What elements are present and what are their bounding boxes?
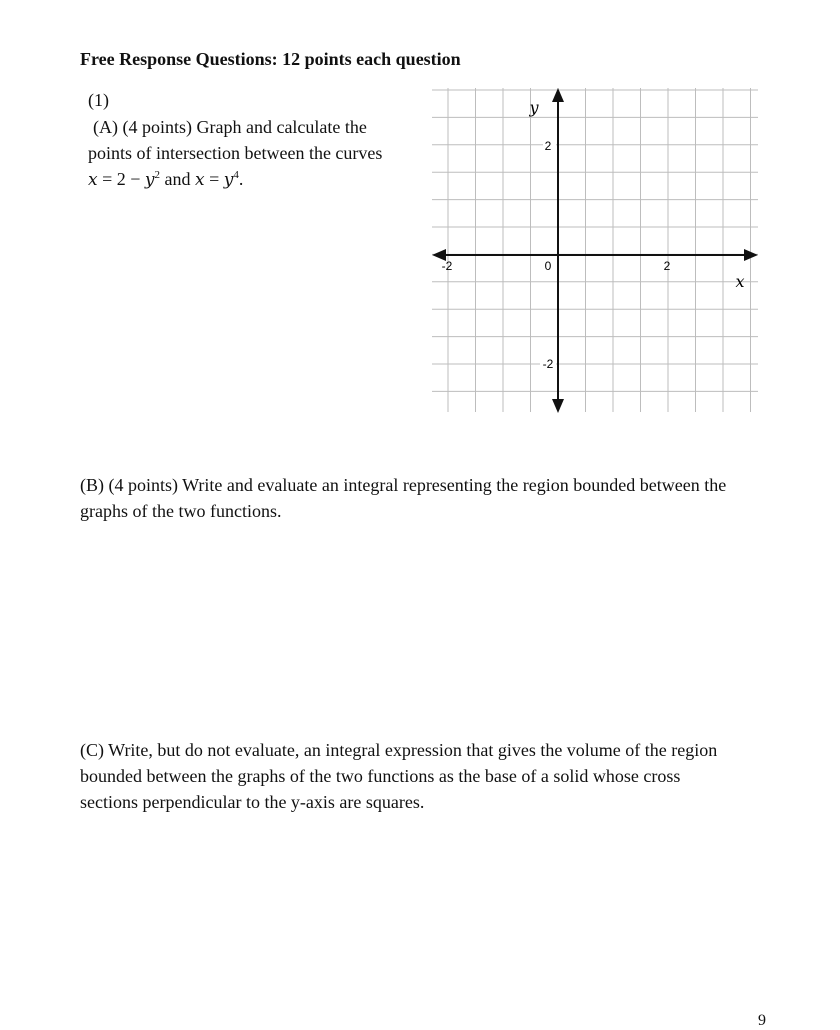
part-b-line-1: (B) (4 points) Write and evaluate an integral representing the region bounded between the: [80, 475, 727, 495]
part-c-text: [80, 737, 717, 815]
part-c-line-1: (C) Write, but do not evaluate, an integral expression that gives the volume of the region: [80, 740, 718, 760]
tick-label-x-pos2: 2: [663, 259, 671, 273]
math-period: .: [238, 169, 244, 189]
tick-label-x-neg2: -2: [441, 259, 453, 273]
math-y: y: [223, 170, 234, 190]
math-x: x: [88, 170, 98, 190]
math-y: y: [144, 170, 155, 190]
part-c-line-3: sections perpendicular to the y-axis are squares.: [80, 792, 425, 812]
part-c-line-2: bounded between the graphs of the two functions as the base of a solid whose cross: [80, 766, 681, 786]
math-eq: =: [204, 169, 224, 189]
math-exp: 4: [233, 169, 239, 181]
x-axis: [432, 249, 758, 261]
math-and: and: [160, 169, 196, 189]
part-b-line-2: graphs of the two functions.: [80, 501, 282, 521]
section-heading: Free Response Questions: 12 points each question: [80, 49, 461, 69]
tick-label-y-pos2: 2: [544, 139, 552, 153]
part-a-line-2: points of intersection between the curves: [88, 143, 383, 163]
question-number: (1): [88, 90, 109, 110]
tick-label-origin: 0: [544, 259, 552, 273]
y-axis-down-arrow: [552, 399, 564, 413]
x-axis-label: x: [735, 272, 745, 291]
page-number: 9: [758, 1012, 766, 1029]
math-exp: 2: [154, 169, 161, 181]
tick-label-y-neg2: -2: [542, 357, 554, 371]
grid-lines: [432, 88, 758, 412]
y-axis-label: y: [529, 98, 539, 117]
part-b-text: [80, 472, 726, 524]
math-eq: = 2 −: [97, 169, 145, 189]
part-a-line-1: (A) (4 points) Graph and calculate the: [93, 117, 367, 137]
math-x: x: [195, 170, 205, 190]
